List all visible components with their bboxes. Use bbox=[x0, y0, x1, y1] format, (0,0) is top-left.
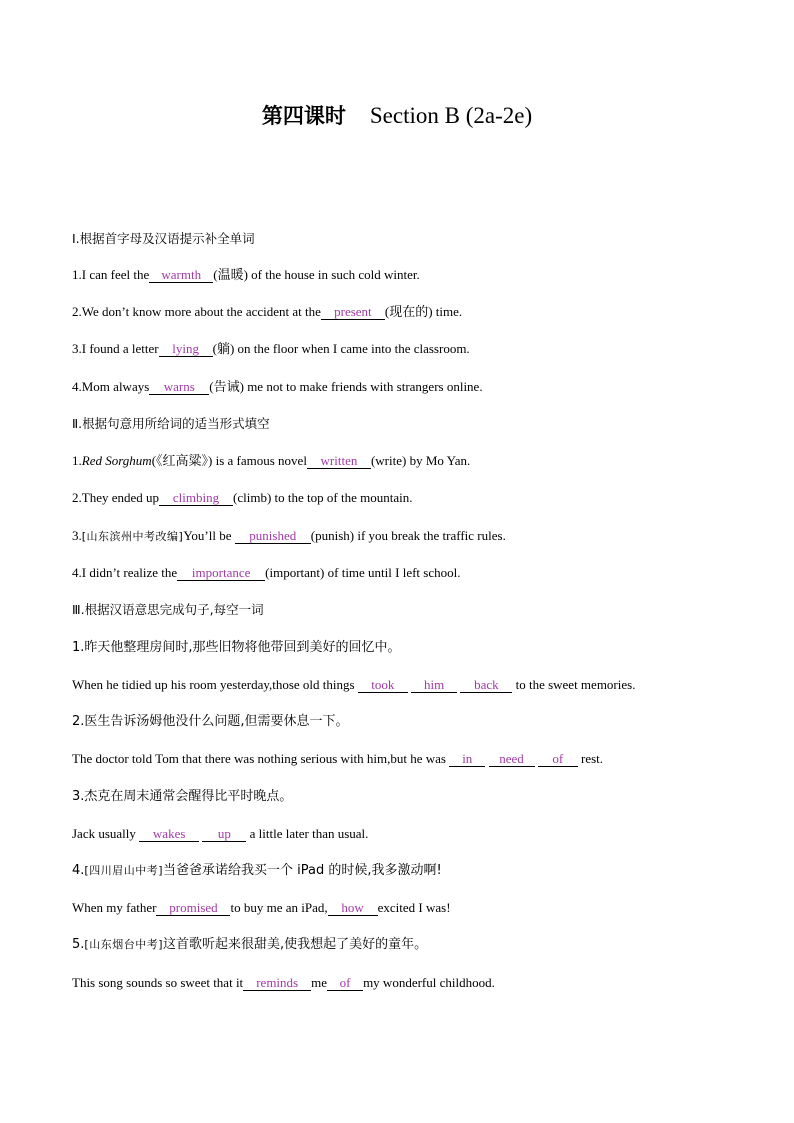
answer-blank: up bbox=[202, 827, 246, 842]
s3-item-2-chinese: 2.医生告诉汤姆他没什么问题,但需要休息一下。 bbox=[72, 714, 349, 729]
section-2-heading: Ⅱ.根据句意用所给词的适当形式填空 bbox=[72, 416, 270, 431]
answer-blank: warmth bbox=[149, 268, 213, 283]
s1-item-1: 1.I can feel the warmth (温暖) of the house in such cold winter. bbox=[72, 267, 420, 282]
answer-blank: punished bbox=[235, 529, 311, 544]
answer-blank: reminds bbox=[243, 976, 311, 991]
answer-blank: warns bbox=[149, 380, 209, 395]
s3-item-4-chinese: 4.[四川眉山中考]当爸爸承诺给我买一个 iPad 的时候,我多激动啊! bbox=[72, 863, 442, 878]
s3-item-5-chinese: 5.[山东烟台中考]这首歌听起来很甜美,使我想起了美好的童年。 bbox=[72, 937, 428, 952]
answer-blank: climbing bbox=[159, 491, 233, 506]
s2-item-3: 3.[山东滨州中考改编]You’ll be punished (punish) if you break the traffic rules. bbox=[72, 528, 506, 543]
s2-item-4: 4.I didn’t realize the importance (important) of time until I left school. bbox=[72, 565, 461, 580]
s1-item-3: 3.I found a letter lying (躺) on the floor when I came into the classroom. bbox=[72, 341, 470, 356]
answer-blank: of bbox=[327, 976, 363, 991]
answer-blank: written bbox=[307, 454, 371, 469]
answer-blank: need bbox=[489, 752, 535, 767]
section-3-heading: Ⅲ.根据汉语意思完成句子,每空一词 bbox=[72, 602, 264, 617]
s3-item-4-english: When my father promised to buy me an iPad, how excited I was! bbox=[72, 900, 451, 915]
answer-blank: him bbox=[411, 678, 457, 693]
s3-item-5-english: This song sounds so sweet that it reminds me of my wonderful childhood. bbox=[72, 975, 495, 990]
lesson-number: 第四课时 bbox=[261, 104, 346, 128]
s3-item-1-chinese: 1.昨天他整理房间时,那些旧物将他带回到美好的回忆中。 bbox=[72, 640, 401, 655]
s3-item-3-chinese: 3.杰克在周末通常会醒得比平时晚点。 bbox=[72, 789, 293, 804]
s2-item-1: 1.Red Sorghum(《红高粱》) is a famous novel written (write) by Mo Yan. bbox=[72, 453, 471, 468]
section-1-heading: Ⅰ.根据首字母及汉语提示补全单词 bbox=[72, 231, 255, 246]
lesson-section: Section B (2a-2e) bbox=[369, 103, 533, 128]
s1-item-4: 4.Mom always warns (告诫) me not to make friends with strangers online. bbox=[72, 379, 483, 394]
s3-item-1-english: When he tidied up his room yesterday,those old things took him back to the sweet memories. bbox=[72, 677, 636, 692]
answer-blank: lying bbox=[159, 342, 213, 357]
s1-item-2: 2.We don’t know more about the accident at the present (现在的) time. bbox=[72, 304, 463, 319]
answer-blank: back bbox=[460, 678, 512, 693]
answer-blank: of bbox=[538, 752, 578, 767]
answer-blank: how bbox=[328, 901, 378, 916]
s3-item-3-english: Jack usually wakes up a little later than usual. bbox=[72, 826, 369, 841]
answer-blank: importance bbox=[177, 566, 265, 581]
s3-item-2-english: The doctor told Tom that there was nothing serious with him,but he was in need of rest. bbox=[72, 751, 604, 766]
s2-item-2: 2.They ended up climbing (climb) to the top of the mountain. bbox=[72, 490, 413, 505]
answer-blank: took bbox=[358, 678, 408, 693]
answer-blank: promised bbox=[156, 901, 230, 916]
page-title bbox=[0, 100, 794, 130]
answer-blank: wakes bbox=[139, 827, 199, 842]
answer-blank: in bbox=[449, 752, 485, 767]
answer-blank: present bbox=[321, 305, 385, 320]
